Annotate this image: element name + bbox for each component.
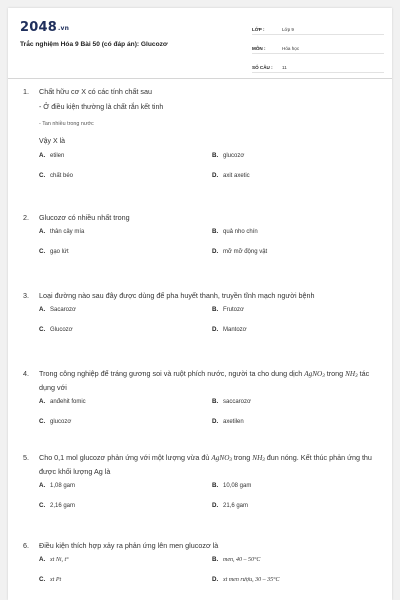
- question-2: [23, 212, 383, 267]
- option-d[interactable]: D. axit axetic: [212, 172, 250, 179]
- question-text: Trong công nghiệp để tráng gương soi và ruột phích nước, người ta cho dung dịch AgNO$_3$ trong $NH_3$ tác dụng với: [39, 369, 370, 392]
- option-c[interactable]: C. Glucozơ: [39, 326, 73, 333]
- meta-class-row: [252, 21, 384, 35]
- site-logo[interactable]: 2048.vn: [20, 20, 70, 35]
- document-header: [8, 8, 392, 79]
- meta-value: Hóa học: [282, 46, 300, 51]
- question-number: 2.: [23, 213, 29, 222]
- option-b[interactable]: B. quả nho chín: [212, 228, 258, 235]
- meta-count-row: [252, 59, 384, 73]
- meta-subject-row: [252, 40, 384, 54]
- answer-options: [39, 147, 383, 191]
- option-a[interactable]: A. Sacarozơ: [39, 306, 76, 313]
- question-detail: Vậy X là: [39, 138, 66, 145]
- option-a[interactable]: A. 1,08 gam: [39, 482, 76, 489]
- answer-options: [39, 551, 383, 595]
- document-page: [8, 8, 392, 600]
- meta-label: MÔN :: [252, 46, 266, 51]
- option-b[interactable]: B. glucozơ: [212, 152, 245, 159]
- option-a[interactable]: A. anđehit fomic: [39, 398, 86, 405]
- formula-agno3: AgNO$_3$: [211, 454, 232, 463]
- option-c[interactable]: C. chất béo: [39, 172, 74, 179]
- option-c[interactable]: C. gạo lứt: [39, 248, 69, 255]
- option-b[interactable]: B. saccarozơ: [212, 398, 251, 405]
- question-4: [23, 368, 383, 437]
- question-number: 6.: [23, 541, 29, 550]
- option-a[interactable]: A. etilen: [39, 152, 65, 159]
- option-b[interactable]: B. 10,08 gam: [212, 482, 252, 489]
- option-c[interactable]: C. 2,16 gam: [39, 502, 76, 509]
- question-text: Cho 0,1 mol glucozơ phản ứng với một lượng vừa đủ AgNO$_3$ trong $NH_3$ đun nóng. Kết thúc phản ứng thu được khối lượng Ag là: [39, 453, 372, 476]
- option-a[interactable]: A. thân cây mía: [39, 228, 85, 235]
- answer-options: [39, 301, 383, 345]
- option-d[interactable]: D. 21,6 gam: [212, 502, 249, 509]
- question-5: [23, 452, 383, 521]
- formula-nh3: $NH_3$: [345, 370, 358, 379]
- question-number: 1.: [23, 87, 29, 96]
- question-number: 3.: [23, 291, 29, 300]
- meta-value: 11: [282, 65, 287, 70]
- question-text: Glucozơ có nhiều nhất trong: [39, 213, 130, 222]
- question-text: Điều kiện thích hợp xảy ra phản ứng lên men glucozơ là: [39, 541, 219, 550]
- formula-agno3: AgNO$_3$: [304, 370, 325, 379]
- answer-options: [39, 477, 383, 521]
- option-d[interactable]: D. xt men rượu, 30 – 35°C: [212, 576, 280, 583]
- option-c[interactable]: C. xt Pt: [39, 576, 62, 583]
- option-b[interactable]: B. Frutozơ: [212, 306, 244, 313]
- question-detail: - Ở điều kiện thường là chất rắn kết tinh: [39, 104, 164, 111]
- answer-options: [39, 223, 383, 267]
- question-text: Loại đường nào sau đây được dùng để pha huyết thanh, truyền tĩnh mạch người bệnh: [39, 291, 315, 300]
- meta-value: Lớp 9: [282, 27, 294, 32]
- question-number: 4.: [23, 369, 29, 378]
- question-number: 5.: [23, 453, 29, 462]
- question-detail: - Tan nhiều trong nước: [39, 121, 94, 127]
- option-d[interactable]: D. Mantozơ: [212, 326, 247, 333]
- option-d[interactable]: D. axetilen: [212, 418, 244, 425]
- option-a[interactable]: A. xt Ni, t°: [39, 556, 69, 563]
- question-text: Chất hữu cơ X có các tính chất sau: [39, 87, 153, 96]
- answer-options: [39, 393, 383, 437]
- meta-label: SỐ CÂU :: [252, 65, 273, 70]
- question-3: [23, 290, 383, 345]
- option-c[interactable]: C. glucozơ: [39, 418, 72, 425]
- document-meta: [252, 21, 384, 78]
- meta-label: LỚP :: [252, 27, 265, 32]
- document-title: Trắc nghiệm Hóa 9 Bài 50 (có đáp án): Glucozơ: [20, 41, 168, 48]
- option-b[interactable]: B. men, 40 – 50°C: [212, 556, 261, 563]
- formula-nh3: $NH_3$: [252, 454, 265, 463]
- option-d[interactable]: D. mỡ mỡ động vật: [212, 248, 268, 255]
- question-6: [23, 540, 383, 595]
- question-1: [23, 86, 383, 191]
